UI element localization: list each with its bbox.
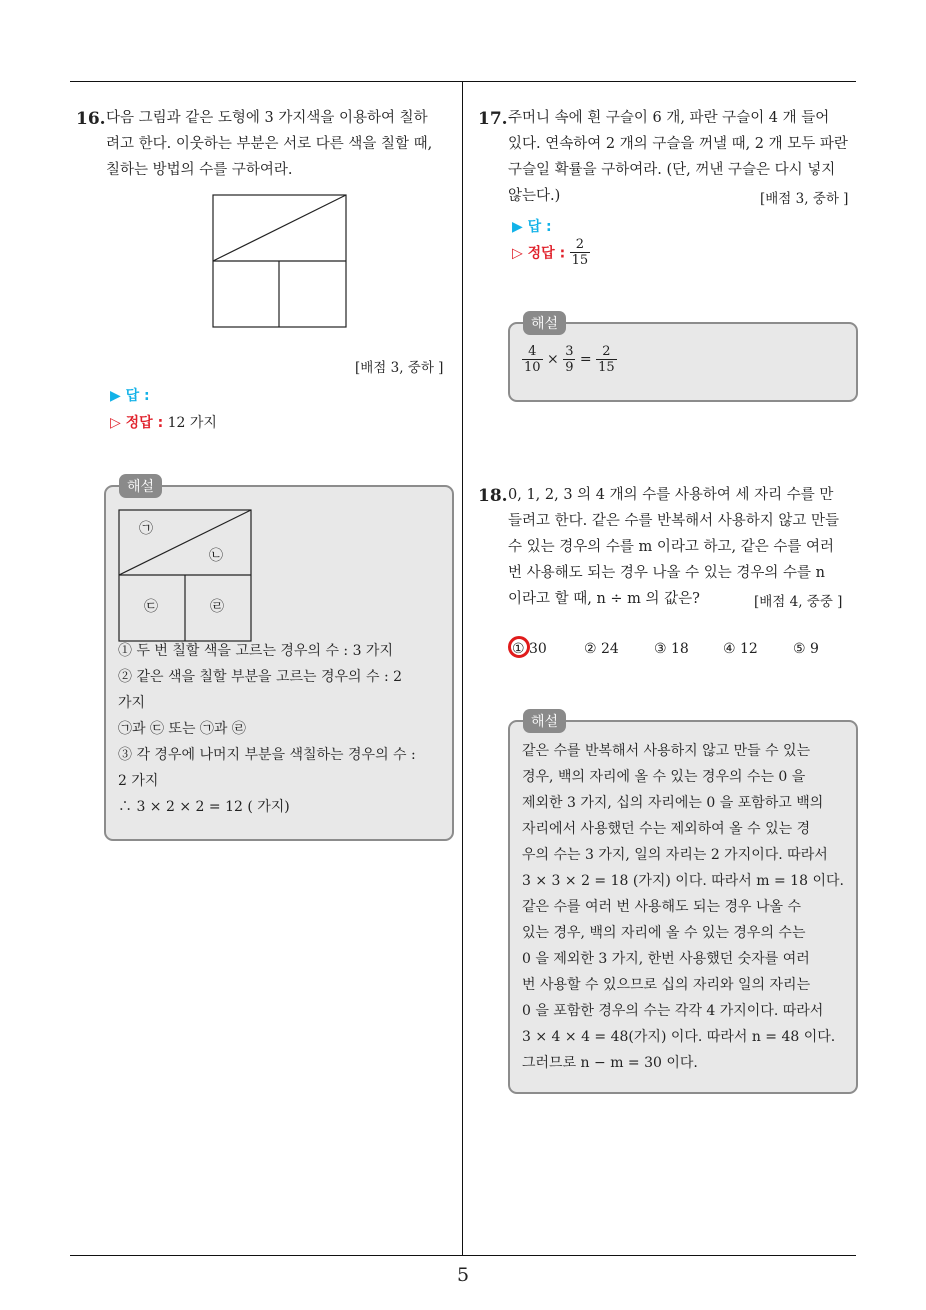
fraction: [522, 344, 543, 375]
denominator: 15: [598, 360, 615, 375]
q18-line: 이라고 할 때, n ÷ m 의 값은?: [508, 591, 700, 607]
selected-circle: [508, 636, 530, 658]
choice-label: ① 30: [512, 641, 547, 657]
numerator: 3: [565, 344, 574, 359]
q18-line: 0, 1, 2, 3 의 4 개의 수를 사용하여 세 자리 수를 만: [508, 487, 834, 503]
explain-line: 같은 수를 반복해서 사용하지 않고 만들 수 있는: [522, 743, 811, 759]
explain-line: 같은 수를 여러 번 사용해도 되는 경우 나올 수: [522, 899, 802, 915]
explain-line: ③ 각 경우에 나머지 부분을 색칠하는 경우의 수 :: [118, 747, 416, 763]
q17-answer-label: ▶ 답 :: [512, 219, 552, 235]
top-rule: [70, 81, 856, 82]
q17-explanation-formula: [522, 344, 617, 375]
region-label: ㉡: [209, 548, 223, 564]
q17-line: 않는다.): [508, 188, 561, 204]
bottom-rule: [70, 1255, 856, 1256]
explain-line: ∴ 3 × 2 × 2 = 12 ( 가지): [118, 799, 290, 815]
choice-3[interactable]: ③ 18: [654, 641, 689, 657]
denominator: 9: [565, 360, 574, 375]
explain-line: 제외한 3 가지, 십의 자리에는 0 을 포함하고 백의: [522, 795, 824, 811]
explain-line: 우의 수는 3 가지, 일의 자리는 2 가지이다. 따라서: [522, 847, 828, 863]
q18-line: 번 사용해도 되는 경우 나올 수 있는 경우의 수를 n: [508, 565, 825, 581]
explain-line: 3 × 3 × 2 = 18 (가지) 이다. 따라서 m = 18 이다.: [522, 873, 844, 889]
q18-line: 수 있는 경우의 수를 m 이라고 하고, 같은 수를 여러: [508, 539, 834, 555]
numerator: 4: [522, 344, 543, 360]
q18-number: 18.: [478, 486, 508, 506]
region-label: ㉣: [210, 599, 224, 615]
correct-value: 12 가지: [167, 415, 217, 431]
choice-4[interactable]: ④ 12: [723, 641, 758, 657]
q17-correct-answer: [512, 237, 590, 268]
explain-line: 2 가지: [118, 773, 159, 789]
q18-score: [배점 4, 중중 ]: [754, 594, 843, 610]
q17-number: 17.: [478, 109, 508, 129]
q17-line: 구슬일 확률을 구하여라. (단, 꺼낸 구슬은 다시 넣지: [508, 162, 836, 178]
q17-line: 주머니 속에 흰 구슬이 6 개, 파란 구슬이 4 개 들어: [508, 110, 830, 126]
explain-line: ㉠과 ㉢ 또는 ㉠과 ㉣: [118, 721, 246, 737]
column-divider: [462, 81, 463, 1255]
q16-explanation-tag: 해설: [119, 474, 162, 498]
equals-sign: =: [579, 351, 592, 368]
q18-explanation-tag: 해설: [523, 709, 566, 733]
q16-line: 다음 그림과 같은 도형에 3 가지색을 이용하여 칠하: [106, 110, 428, 126]
q16-text: [106, 105, 456, 183]
choice-1[interactable]: [512, 641, 547, 657]
q17-line: 있다. 연속하여 2 개의 구슬을 꺼낼 때, 2 개 모두 파란: [508, 136, 848, 152]
explain-line: 있는 경우, 백의 자리에 올 수 있는 경우의 수는: [522, 925, 806, 941]
q16-score: [배점 3, 중하 ]: [355, 360, 444, 376]
choice-5[interactable]: ⑤ 9: [793, 641, 819, 657]
correct-label: ▷ 정답 :: [110, 415, 164, 431]
q18-line: 들려고 한다. 같은 수를 반복해서 사용하지 않고 만들: [508, 513, 840, 529]
q18-choices: [512, 641, 852, 663]
explain-line: 0 을 포함한 경우의 수는 각각 4 가지이다. 따라서: [522, 1003, 824, 1019]
denominator: 10: [524, 360, 541, 375]
q16-line: 려고 한다. 이웃하는 부분은 서로 다른 색을 칠할 때,: [106, 136, 433, 152]
q17-explanation-tag: 해설: [523, 311, 566, 335]
explain-line: 자리에서 사용했던 수는 제외하여 올 수 있는 경: [522, 821, 811, 837]
fraction: [596, 344, 617, 375]
correct-label: ▷ 정답 :: [512, 245, 566, 262]
explain-line: ② 같은 색을 칠할 부분을 고르는 경우의 수 : 2: [118, 669, 403, 685]
explain-line: 0 을 제외한 3 가지, 한번 사용했던 숫자를 여러: [522, 951, 810, 967]
region-label: ㉢: [144, 599, 158, 615]
q16-figure: [212, 194, 348, 328]
q16-answer-label: ▶ 답 :: [110, 388, 150, 404]
fraction: [563, 344, 575, 375]
explain-line: 번 사용할 수 있으므로 십의 자리와 일의 자리는: [522, 977, 811, 993]
q16-number: 16.: [76, 109, 106, 129]
explain-line: 가지: [118, 695, 146, 711]
correct-fraction: [570, 237, 591, 268]
q18-explanation-text: [522, 738, 846, 1076]
explain-line: 그러므로 n − m = 30 이다.: [522, 1055, 698, 1071]
region-label: ㉠: [139, 521, 153, 537]
explain-line: 3 × 4 × 4 = 48(가지) 이다. 따라서 n = 48 이다.: [522, 1029, 836, 1045]
times-sign: ×: [547, 351, 559, 368]
q16-line: 칠하는 방법의 수를 구하여라.: [106, 162, 293, 178]
denominator: 15: [571, 253, 589, 268]
choice-2[interactable]: ② 24: [584, 641, 619, 657]
explain-line: ① 두 번 칠할 색을 고르는 경우의 수 : 3 가지: [118, 643, 393, 659]
page-number: 5: [456, 1264, 470, 1286]
numerator: 2: [570, 237, 591, 253]
q16-correct-answer: [110, 412, 217, 432]
explain-line: 경우, 백의 자리에 올 수 있는 경우의 수는 0 을: [522, 769, 806, 785]
q16-explanation-text: [118, 638, 444, 820]
q17-score: [배점 3, 중하 ]: [760, 191, 849, 207]
numerator: 2: [596, 344, 617, 360]
